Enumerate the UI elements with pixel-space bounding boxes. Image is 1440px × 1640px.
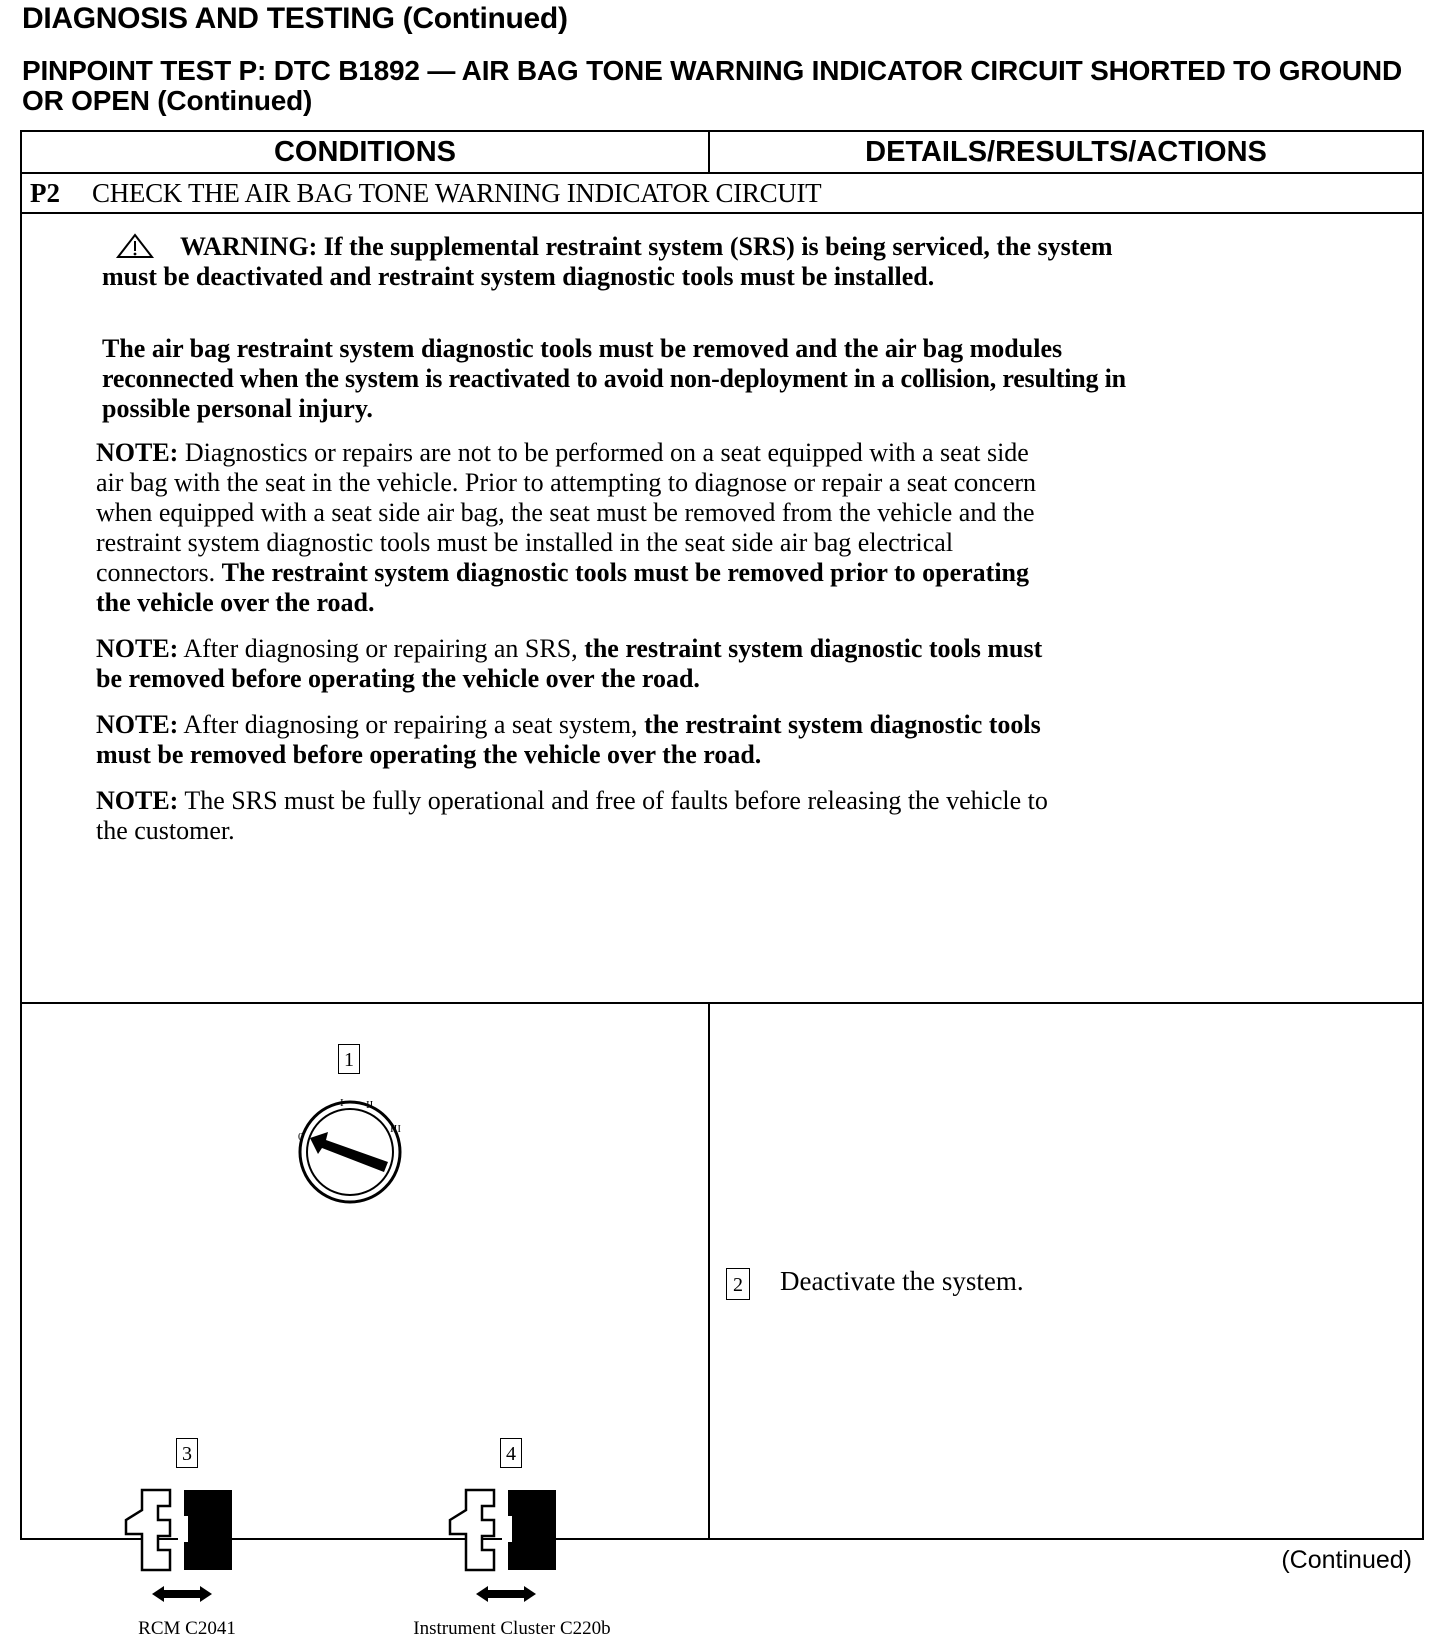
details-column-header: DETAILS/RESULTS/ACTIONS: [865, 136, 1267, 168]
note-1-line-5: connectors. The restraint system diagnostic tools must be removed prior to operating: [96, 558, 1030, 587]
ignition-pos-1: I: [340, 1097, 344, 1109]
callout-3: 3: [176, 1438, 198, 1468]
details-action-cell: [710, 1004, 1422, 1538]
page-header-title: DIAGNOSIS AND TESTING (Continued): [22, 2, 568, 35]
instrument-cluster-connector-label: Instrument Cluster C220b: [413, 1618, 611, 1639]
note-4-line-1: NOTE: The SRS must be fully operational and free of faults before releasing the vehicle to: [96, 786, 1048, 815]
pinpoint-test-title: PINPOINT TEST P: DTC B1892 — AIR BAG TONE WARNING INDICATOR CIRCUIT SHORTED TO GROUND OR OPEN (Continued): [22, 55, 1402, 116]
note-1-line-4: restraint system diagnostic tools must be installed in the seat side air bag electrical: [96, 528, 954, 557]
note-1-line-3: when equipped with a seat side air bag, the seat must be removed from the vehicle and the: [96, 498, 1035, 527]
rcm-connector-icon: [118, 1478, 258, 1608]
rcm-connector-label: RCM C2041: [138, 1618, 236, 1639]
warning-triangle-icon: [115, 232, 155, 260]
ignition-pos-2: II: [366, 1099, 374, 1111]
callout-1: 1: [338, 1044, 360, 1074]
conditions-column-header: CONDITIONS: [22, 132, 710, 172]
step-title: CHECK THE AIR BAG TONE WARNING INDICATOR CIRCUIT: [92, 178, 822, 208]
continued-footer: (Continued): [1281, 1546, 1412, 1574]
ignition-pos-3: III: [390, 1123, 401, 1135]
callout-2: 2: [726, 1268, 750, 1300]
warning-line-4: reconnected when the system is reactivated to avoid non-deployment in a collision, resulting in: [102, 364, 1126, 393]
note-4-line-2: the customer.: [96, 816, 235, 845]
note-1-line-1: NOTE: Diagnostics or repairs are not to be performed on a seat equipped with a seat side: [96, 438, 1029, 467]
step-row: [22, 174, 1422, 214]
instrument-cluster-connector-icon: [442, 1478, 582, 1608]
conditions-figure-cell: [22, 1004, 710, 1639]
table-header-row: [22, 132, 1422, 174]
warning-line-5: possible personal injury.: [102, 394, 373, 423]
note-3-line-2: must be removed before operating the vehicle over the road.: [96, 740, 762, 769]
note-1-line-6: the vehicle over the road.: [96, 588, 375, 617]
note-1-line-2: air bag with the seat in the vehicle. Prior to attempting to diagnose or repair a seat concern: [96, 468, 1037, 497]
note-2-line-1: NOTE: After diagnosing or repairing an SRS, the restraint system diagnostic tools must: [96, 634, 1043, 663]
warning-notes-section: [22, 214, 1422, 1004]
action-text: Deactivate the system.: [780, 1266, 1024, 1296]
warning-line-1: WARNING: If the supplemental restraint system (SRS) is being serviced, the system: [180, 232, 1113, 261]
step-id: P2: [30, 178, 60, 208]
warning-line-2: must be deactivated and restraint system diagnostic tools must be installed.: [102, 262, 935, 291]
ignition-pos-0: 0: [298, 1131, 304, 1143]
note-2-line-2: be removed before operating the vehicle over the road.: [96, 664, 700, 693]
ignition-switch-icon: [280, 1082, 420, 1222]
note-3-line-1: NOTE: After diagnosing or repairing a seat system, the restraint system diagnostic tools: [96, 710, 1041, 739]
callout-4: 4: [500, 1438, 522, 1468]
warning-line-3: The air bag restraint system diagnostic tools must be removed and the air bag modules: [102, 334, 1063, 363]
